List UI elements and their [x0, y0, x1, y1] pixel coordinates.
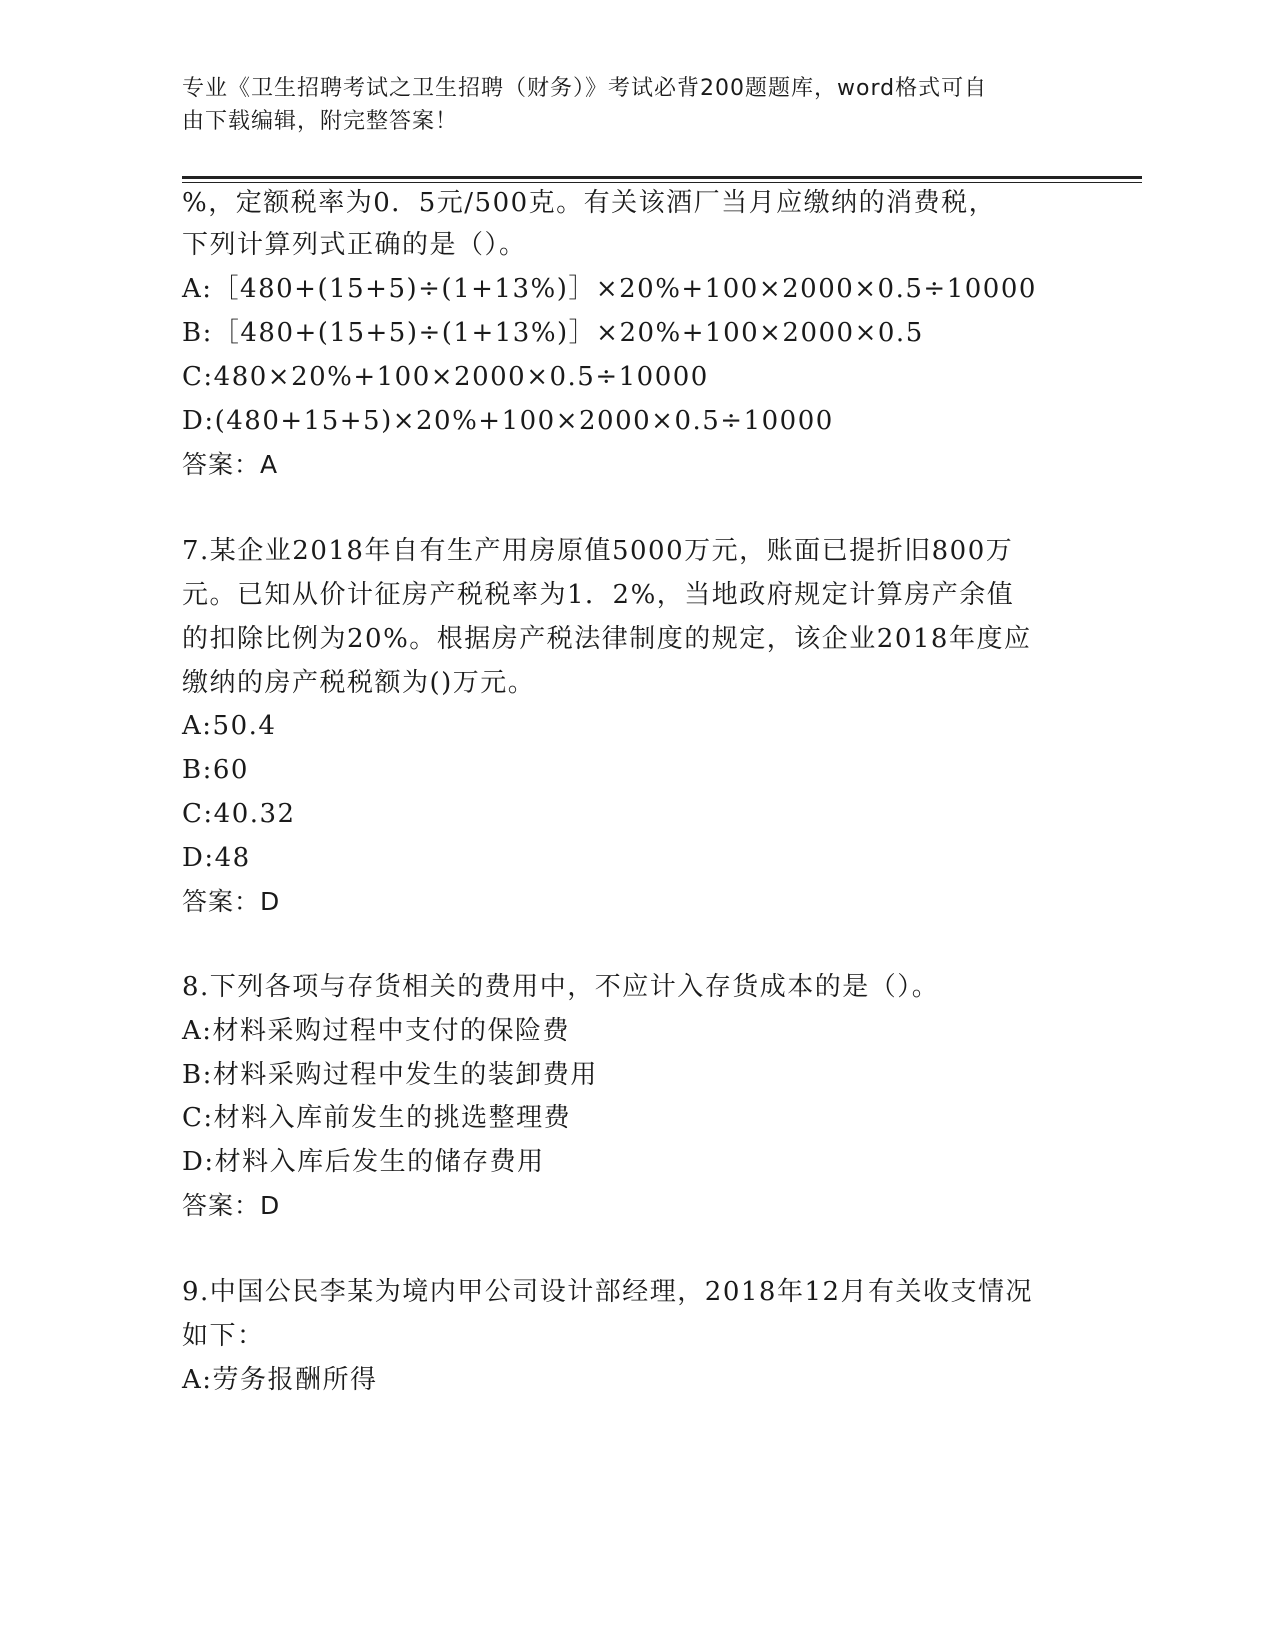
q7-option-d: D:48: [182, 843, 251, 873]
q6-continuation-line-1: %，定额税率为0．5元/500克。有关该酒厂当月应缴纳的消费税，: [182, 188, 997, 218]
q9-stem-line-1: 9.中国公民李某为境内甲公司设计部经理，2018年12月有关收支情况: [182, 1277, 1034, 1307]
q7-option-c: C:40.32: [182, 799, 296, 829]
q8-option-b: B:材料采购过程中发生的装卸费用: [182, 1060, 598, 1090]
header-line-1: 专业《卫生招聘考试之卫生招聘（财务）》考试必背200题题库，word格式可自: [182, 76, 988, 101]
header-rule-thick: [182, 176, 1142, 179]
q7-stem-line-4: 缴纳的房产税税额为()万元。: [182, 668, 536, 698]
q7-option-b: B:60: [182, 755, 249, 785]
q6-continuation-line-2: 下列计算列式正确的是（）。: [182, 230, 527, 260]
document-header: [182, 72, 1062, 138]
q9-option-a: A:劳务报酬所得: [182, 1365, 378, 1395]
q8-option-a: A:材料采购过程中支付的保险费: [182, 1016, 571, 1046]
q6-option-d: D:(480+15+5)×20%+100×2000×0.5÷10000: [182, 406, 834, 436]
q7-stem-line-3: 的扣除比例为20%。根据房产税法律制度的规定，该企业2018年度应: [182, 624, 1032, 654]
q7-option-a: A:50.4: [182, 711, 277, 741]
header-rule-thin: [182, 182, 1142, 183]
q7-stem-line-2: 元。已知从价计征房产税税率为1．2%，当地政府规定计算房产余值: [182, 580, 1015, 610]
header-line-2: 由下载编辑，附完整答案！: [182, 109, 459, 134]
q9-stem-line-2: 如下：: [182, 1321, 265, 1351]
q8-option-c: C:材料入库前发生的挑选整理费: [182, 1103, 572, 1133]
q7-answer: 答案：D: [182, 887, 281, 916]
q7-stem-line-1: 7.某企业2018年自有生产用房原值5000万元，账面已提折旧800万: [182, 536, 1014, 566]
q6-answer: 答案：A: [182, 450, 279, 479]
q8-stem-line-1: 8.下列各项与存货相关的费用中，不应计入存货成本的是（）。: [182, 972, 940, 1002]
q8-answer: 答案：D: [182, 1191, 281, 1220]
q8-option-d: D:材料入库后发生的储存费用: [182, 1147, 545, 1177]
q6-option-a: A:［480+(15+5)÷(1+13%)］×20%+100×2000×0.5÷10000: [182, 274, 1037, 304]
q6-option-c: C:480×20%+100×2000×0.5÷10000: [182, 362, 709, 392]
q6-option-b: B:［480+(15+5)÷(1+13%)］×20%+100×2000×0.5: [182, 318, 924, 348]
